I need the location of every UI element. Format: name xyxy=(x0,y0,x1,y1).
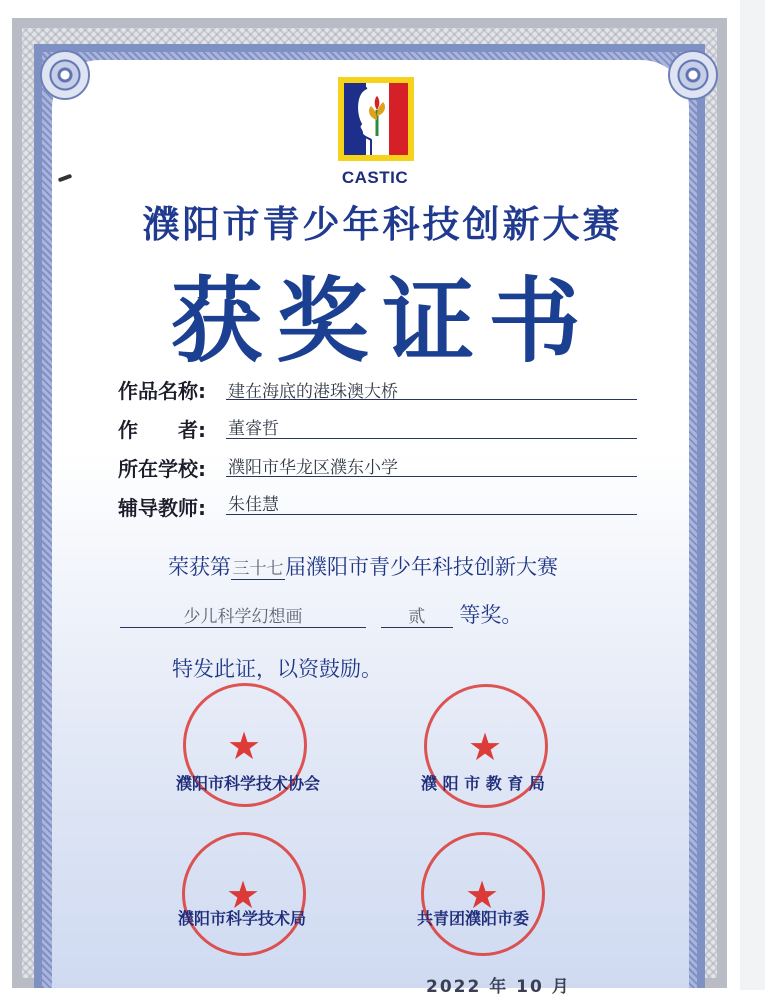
field-label-author: 作 者: xyxy=(118,418,206,442)
date-year-unit: 年 xyxy=(489,977,509,997)
award-level-suffix: 等奖。 xyxy=(459,603,523,627)
field-line-work xyxy=(226,399,637,400)
field-value-work: 建在海底的港珠澳大桥 xyxy=(228,382,398,402)
star-icon: ★ xyxy=(227,724,262,768)
field-label-work: 作品名称: xyxy=(118,379,206,403)
field-label-school: 所在学校: xyxy=(118,457,206,481)
issuer-name-3: 濮阳市科学技术局 xyxy=(178,909,307,928)
issuer-name-2: 濮 阳 市 教 育 局 xyxy=(421,774,545,793)
issuer-name-1: 濮阳市科学技术协会 xyxy=(176,774,321,793)
certificate-title: 获奖证书 xyxy=(170,268,595,375)
award-line-1 xyxy=(168,551,558,581)
rosette-corner-left xyxy=(40,50,90,100)
field-value-school: 濮阳市华龙区濮东小学 xyxy=(228,458,398,478)
seal-stamp-3 xyxy=(182,832,306,956)
star-icon: ★ xyxy=(465,873,500,917)
field-line-school xyxy=(226,476,637,477)
date-month: 10 xyxy=(516,977,544,997)
castic-logo-icon xyxy=(337,76,415,162)
award-prefix: 荣获第 xyxy=(168,555,231,579)
issue-date xyxy=(426,972,571,997)
award-edition: 三十七 xyxy=(231,554,285,580)
award-line-2 xyxy=(120,599,522,629)
star-icon: ★ xyxy=(226,873,261,917)
award-category: 少儿科学幻想画 xyxy=(120,602,366,628)
rosette-corner-right xyxy=(668,50,718,100)
seal-stamp-4 xyxy=(421,832,545,956)
field-label-teacher: 辅导教师: xyxy=(118,496,206,520)
award-closing: 特发此证，以资鼓励。 xyxy=(172,657,382,681)
scan-edge xyxy=(740,0,765,990)
issuer-name-4: 共青团濮阳市委 xyxy=(417,909,530,928)
field-line-teacher xyxy=(226,514,637,515)
date-year: 2022 xyxy=(426,977,482,997)
field-line-author xyxy=(226,438,637,439)
field-value-author: 董睿哲 xyxy=(228,419,279,439)
castic-logo-text: CASTIC xyxy=(341,168,409,187)
field-value-teacher: 朱佳慧 xyxy=(228,495,279,515)
award-suffix: 届濮阳市青少年科技创新大赛 xyxy=(285,555,558,579)
date-month-unit: 月 xyxy=(551,977,571,997)
award-level: 贰 xyxy=(381,602,453,628)
contest-title: 濮阳市青少年科技创新大赛 xyxy=(142,203,623,246)
star-icon: ★ xyxy=(468,725,503,769)
